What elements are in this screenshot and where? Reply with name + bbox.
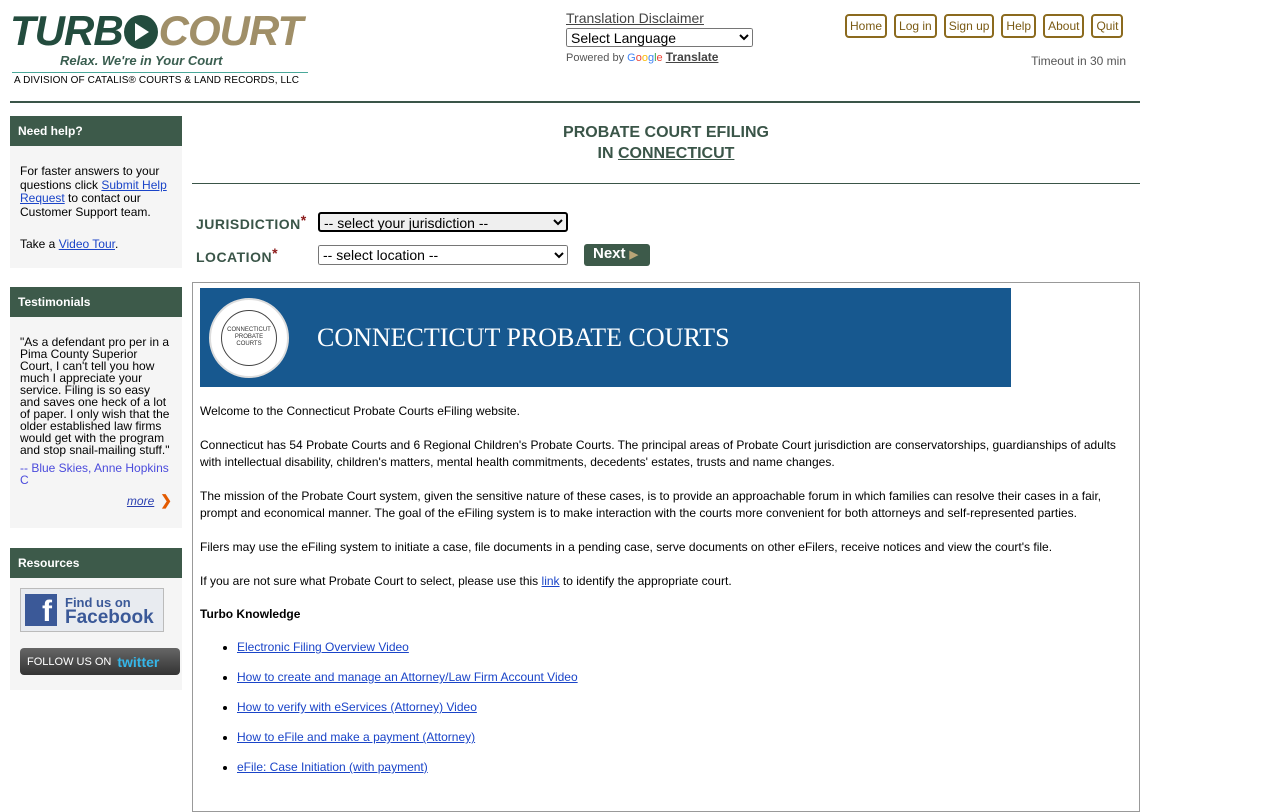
facebook-line2: Facebook [65,607,154,628]
translation-widget [566,10,756,64]
logo-court: COURT [158,7,303,54]
jurisdiction-label: JURISDICTION* [196,212,307,232]
nav-help-button[interactable]: Help [1001,14,1036,38]
page-title [192,122,1140,164]
logo-division: A DIVISION OF CATALIS® COURTS & LAND RECORDS, LLC [14,75,300,86]
next-label: Next [593,245,626,262]
top-nav [845,14,1123,38]
header-divider [10,101,1140,103]
logo-turbo: TURB [10,7,123,54]
list-item [237,699,1132,716]
session-timeout: Timeout in 30 min [1031,54,1126,68]
help-text: For faster answers to your questions click [20,164,160,192]
tour-period: . [114,237,119,251]
play-arrow-icon: ▶ [629,249,638,261]
twitter-pre: FOLLOW US ON [27,655,112,668]
content-panel [192,282,1140,812]
next-button[interactable] [584,244,650,266]
google-logo: Google [627,52,663,64]
chevron-logo-icon [124,15,158,49]
tour-text: Take a [20,237,59,251]
translate-link[interactable]: Translate [665,50,719,64]
testimonial-author: -- Blue Skies, Anne Hopkins C [20,461,169,487]
nav-quit-button[interactable]: Quit [1091,14,1123,38]
list-item [237,729,1132,746]
knowledge-link[interactable]: How to verify with eServices (Attorney) Video [237,700,477,714]
title-in: IN [597,145,618,162]
nav-login-button[interactable]: Log in [894,14,937,38]
turbo-knowledge-heading: Turbo Knowledge [200,607,301,621]
testimonial-quote: "As a defendant pro per in a Pima County Superior Court, I can't tell you how much I appreciate your service. Filing is so easy and saves one heck of a lot of paper. I only wish that the older established law firms would get with the program and stop snail-mailing stuff." [20,335,170,457]
select-court-paragraph: If you are not sure what Probate Court to select, please use this link to identify the appropriate court. [200,574,732,588]
nav-signup-button[interactable]: Sign up [944,14,995,38]
location-select[interactable] [318,245,568,265]
jurisdiction-select[interactable] [318,212,568,232]
logo-tagline: Relax. We're in Your Court [60,53,223,68]
translation-disclaimer-link[interactable]: Translation Disclaimer [566,10,704,26]
language-select[interactable] [566,28,753,47]
knowledge-link[interactable]: eFile: Case Initiation (with payment) [237,760,428,774]
state-link[interactable]: CONNECTICUT [618,145,735,162]
need-help-panel [10,116,182,268]
probate-courts-banner [200,288,1011,387]
list-item [237,759,1132,776]
knowledge-list [200,639,1132,776]
nav-about-button[interactable]: About [1043,14,1084,38]
welcome-paragraph: Welcome to the Connecticut Probate Courts eFiling website. [200,404,520,418]
turbocourt-logo[interactable] [10,7,310,90]
facebook-line1: Find us on [65,595,131,610]
location-label: LOCATION* [196,245,279,265]
facebook-icon: f [25,594,57,626]
chevron-right-icon: ❯ [160,492,172,508]
court-finder-link[interactable]: link [541,574,560,588]
connecticut-seal-icon: CONNECTICUT PROBATE COURTS [209,298,289,378]
knowledge-link[interactable]: Electronic Filing Overview Video [237,640,409,654]
need-help-heading: Need help? [10,116,182,146]
courts-paragraph: Connecticut has 54 Probate Courts and 6 Regional Children's Probate Courts. The principal areas of Probate Court jurisdiction are conservatorships, guardianships of adults with intellectual disability, children's matters, mental health commitments, decedents' estates, trusts and name changes. [200,438,1116,469]
banner-title: CONNECTICUT PROBATE COURTS [317,322,730,352]
help-text-2: to contact our Customer Support team. [20,191,151,219]
mission-paragraph: The mission of the Probate Court system, given the sensitive nature of these cases, is to provide an approachable forum in which families can resolve their cases in a fair, prompt and economical manner. The goal of the eFiling system is to make interaction with the courts more convenient for both attorneys and self-represented parties. [200,489,1102,520]
facebook-button[interactable] [20,588,164,632]
submit-help-request-link[interactable]: Submit Help Request [20,177,167,205]
video-tour-link[interactable]: Video Tour [58,237,115,251]
list-item [237,669,1132,686]
nav-home-button[interactable]: Home [845,14,887,38]
powered-by-label: Powered by [566,52,625,64]
knowledge-link[interactable]: How to create and manage an Attorney/Law Firm Account Video [237,670,578,684]
testimonials-heading: Testimonials [10,287,182,317]
twitter-button[interactable] [20,648,180,675]
title-line1: PROBATE COURT EFILING [563,124,769,141]
logo-divider [12,72,308,73]
knowledge-link[interactable]: How to eFile and make a payment (Attorney) [237,730,476,744]
powered-by-google [566,50,756,64]
title-divider [192,183,1140,184]
list-item [237,639,1132,656]
resources-heading: Resources [10,548,182,578]
testimonials-panel [10,287,182,528]
twitter-logo: twitter [117,653,160,670]
more-testimonials-link[interactable]: more [126,494,155,508]
filers-paragraph: Filers may use the eFiling system to initiate a case, file documents in a pending case, serve documents on other eFilers, receive notices and view the court's file. [200,540,1053,554]
resources-panel [10,548,182,690]
